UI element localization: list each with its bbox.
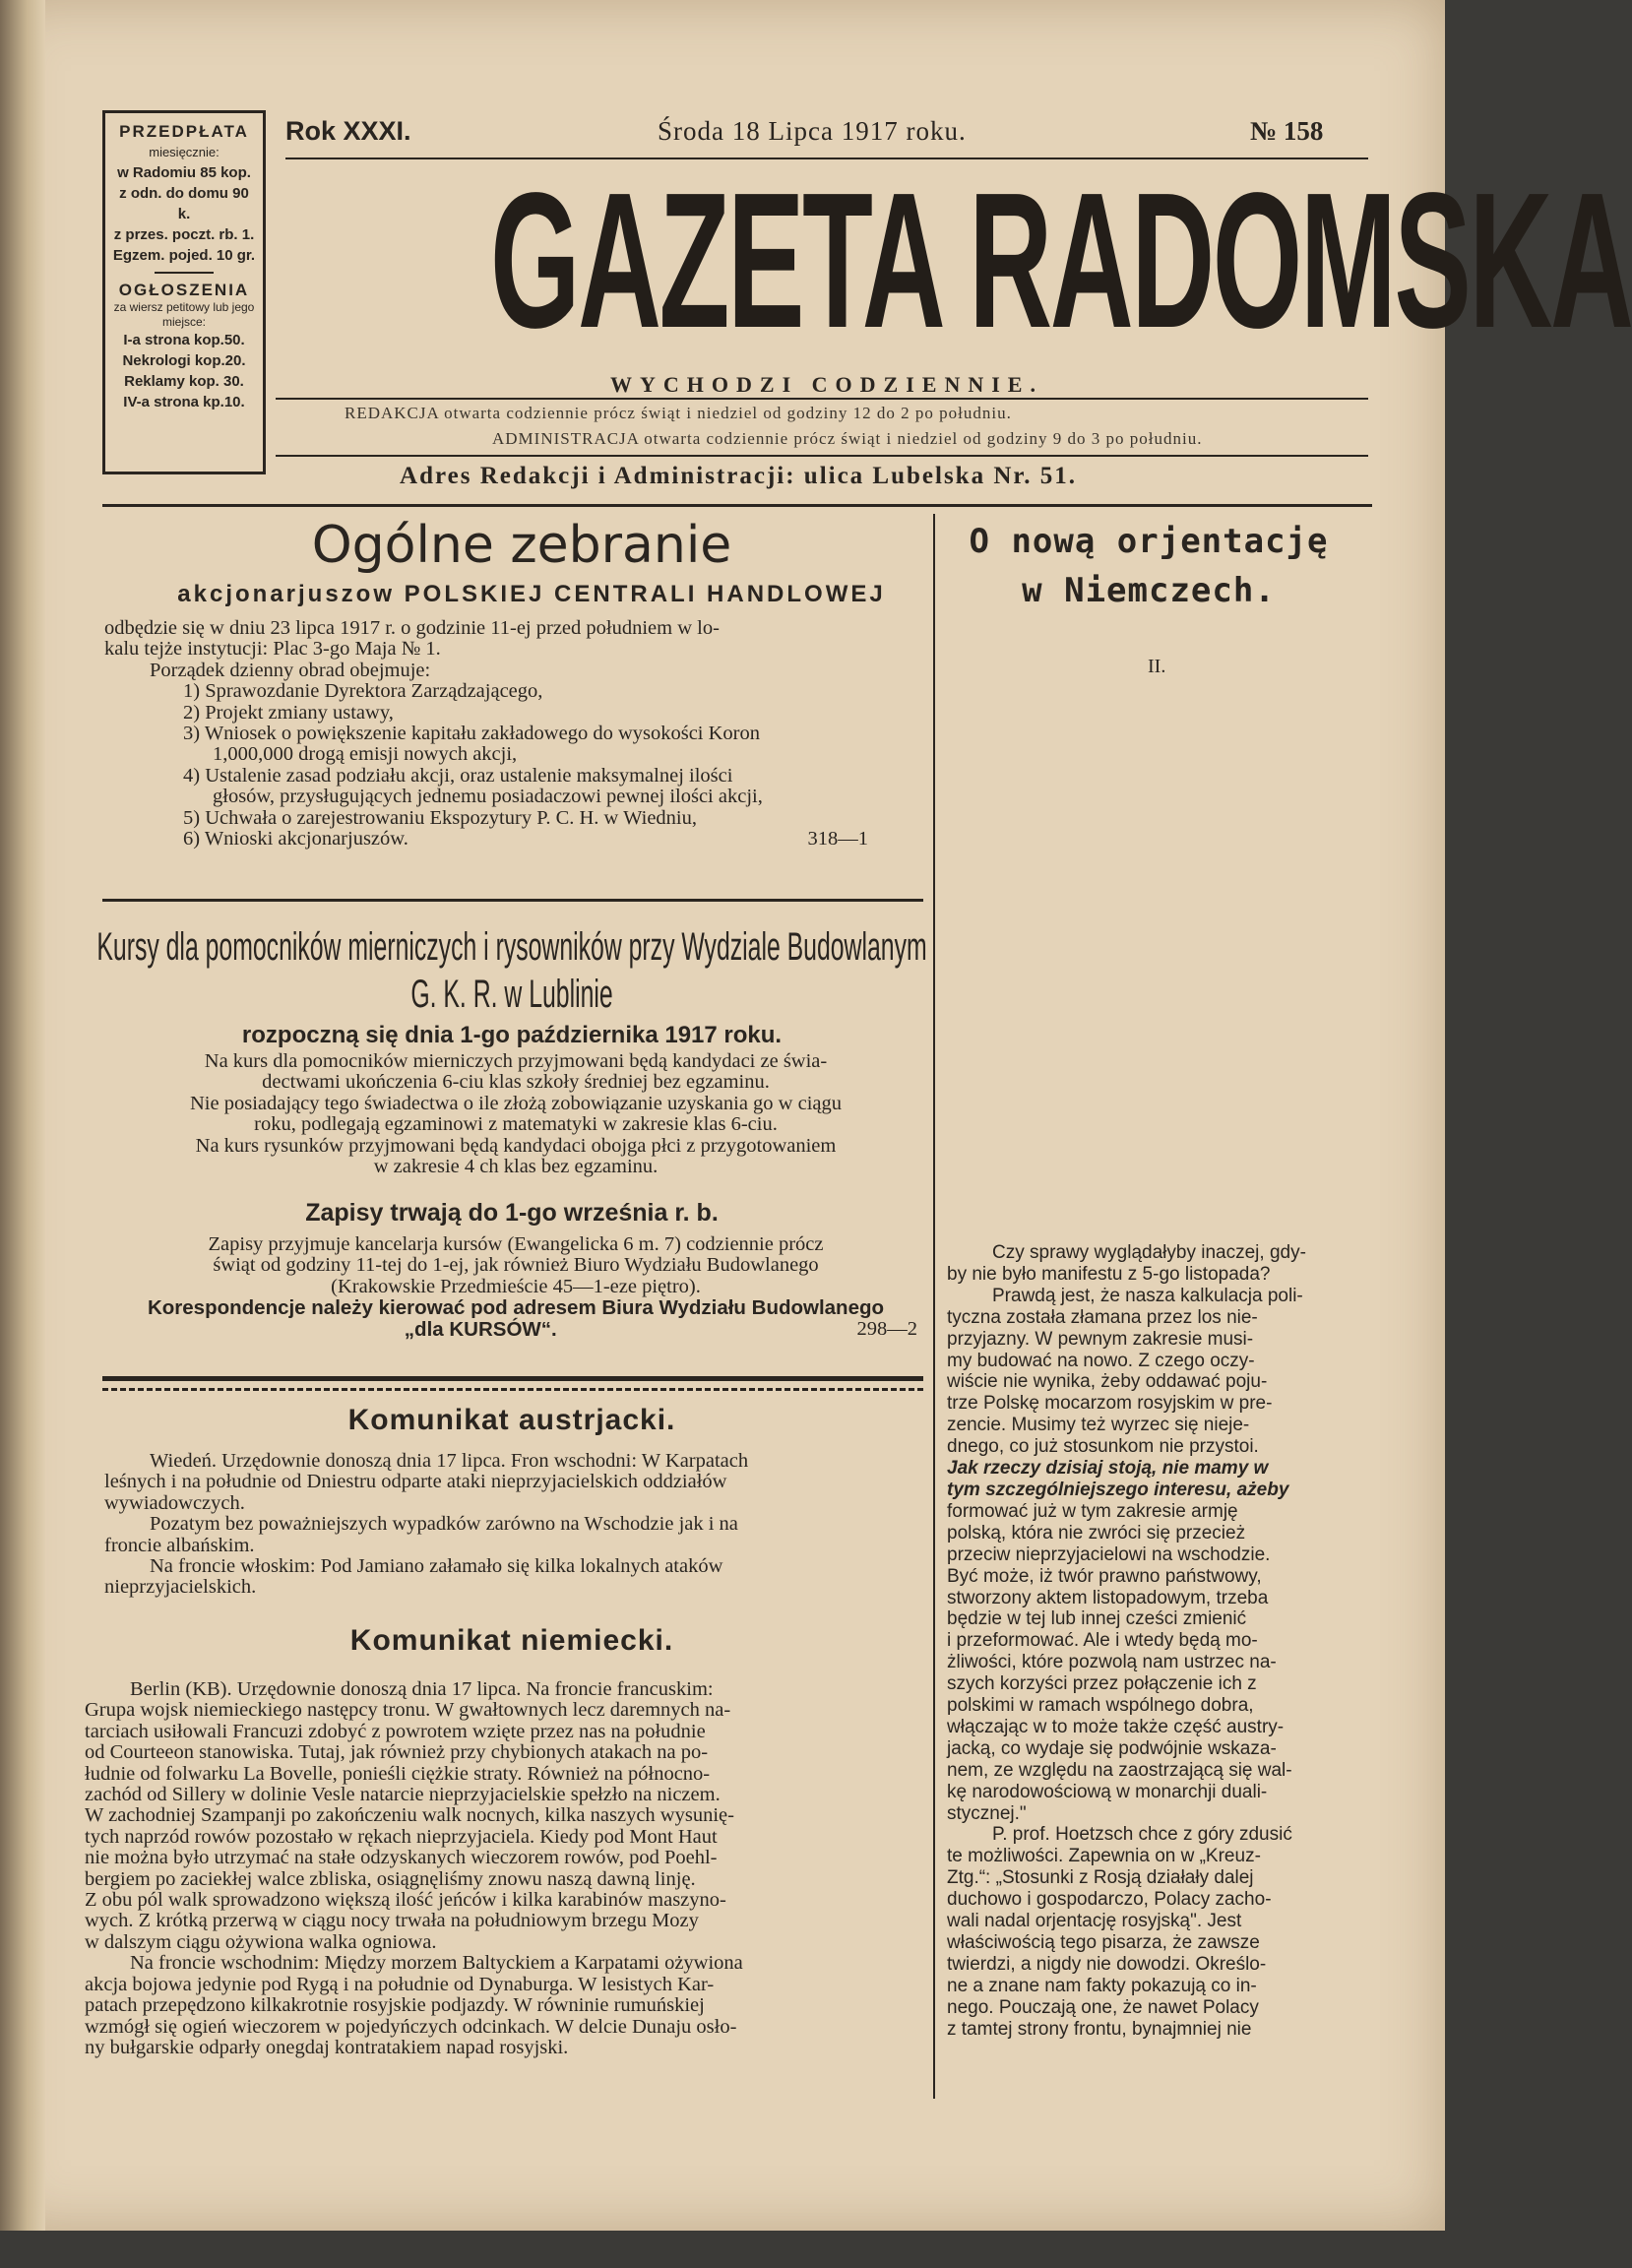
text-line: z tamtej strony frontu, bynajmniej nie <box>947 2018 1252 2040</box>
text-line: nem, ze względu na zaostrzającą się wal- <box>947 1759 1292 1781</box>
text-line: twierdzi, a nigdy nie dowodzi. Określo- <box>947 1953 1267 1975</box>
text-line: wiście nie wynika, żeby oddawać poju- <box>947 1371 1268 1393</box>
text-line: Na kurs rysunków przyjmowani będą kandydaci obojga płci z przygotowaniem <box>195 1134 837 1157</box>
text-line: łudnie od folwarku La Bovelle, ponieśli ciężkie straty. Również na północno- <box>85 1762 711 1785</box>
text-line: te możliwości. Zapewnia on w „Kreuz- <box>947 1846 1261 1867</box>
german-body <box>85 1679 917 2058</box>
ads-line: I-a strona kop.50. <box>123 332 245 348</box>
german-title: Komunikat niemiecki. <box>349 1624 674 1657</box>
text-line: żliwości, które pozwolą nam ustrzec na- <box>947 1652 1277 1673</box>
address-line: Adres Redakcji i Administracji: ulica Lubelska Nr. 51. <box>400 463 1077 489</box>
editorial-hours: REDAKCJA otwarta codziennie prócz świąt i niedziel od godziny 12 do 2 po południu. <box>345 404 1012 422</box>
text-line: w zakresie 4 ch klas bez egzaminu. <box>373 1156 659 1178</box>
text-line: bergiem po zaciekłej walce zbliska, osiągnęliśmy znowu naszą dawną linję. <box>85 1867 696 1890</box>
text-line <box>104 1319 927 1341</box>
ad-reference: 298—2 <box>856 1317 917 1340</box>
text-line: właściwością tego pisarza, że zawsze <box>947 1932 1260 1953</box>
agenda-item <box>104 829 927 850</box>
text-line: my budować na nowo. Z czego oczy- <box>947 1350 1255 1371</box>
text-line: Z obu pól walk sprowadzono większą ilość jeńców i kilka karabinów maszyno- <box>85 1889 726 1912</box>
agenda-item: 3) Wniosek o powiększenie kapitału zakładowego do wysokości Koron <box>183 723 761 745</box>
courses-body <box>104 1051 927 1177</box>
text-line: kę narodowościową w monarchji duali- <box>947 1781 1268 1802</box>
text-line-content: „dla KURSÓW“. <box>404 1317 557 1341</box>
ads-heading: OGŁOSZENIA <box>118 281 250 299</box>
text-line: przyjazny. W pewnym zakresie musi- <box>947 1328 1254 1350</box>
text-line: Nie posiadający tego świadectwa o ile złożą zobowiązanie uzyskania go w ciągu <box>190 1092 842 1114</box>
text-line: Jak rzeczy dzisiaj stoją, nie mamy w <box>947 1458 1269 1480</box>
text-line: Korespondencje należy kierować pod adresem Biura Wydziału Budowlanego <box>147 1296 885 1320</box>
text-line: roku, podlegają egzaminowi z matematyki w zakresie klas 6-ciu. <box>254 1113 778 1136</box>
article-title: O nową orjentację <box>969 522 1329 561</box>
text-line: duchowo i gospodarczo, Polacy zacho- <box>947 1889 1272 1911</box>
text-line: odbędzie się w dniu 23 lipca 1917 r. o godzinie 11-ej przed południem w lo- <box>104 617 720 639</box>
text-line: od Courteeon stanowiska. Tutaj, jak również przy chybionych atakach na po- <box>85 1741 709 1764</box>
text-line: i przeformować. Ale i wtedy będą mo- <box>947 1630 1258 1652</box>
text-line: szych korzyści przez połączenie ich z <box>947 1673 1257 1695</box>
divider <box>102 1376 923 1381</box>
text-line: trze Polskę mocarzom rosyjskim w pre- <box>947 1393 1273 1415</box>
text-line: włączając w to może także część austry- <box>947 1716 1285 1737</box>
subscription-line: z przes. poczt. rb. 1. <box>113 226 255 243</box>
text-line: wali nadal orjentację rosyjską". Jest <box>947 1911 1242 1932</box>
text-line: Porządek dzienny obrad obejmuje: <box>150 659 431 681</box>
agenda-item: 4) Ustalenie zasad podziału akcji, oraz ustalenie maksymalnej ilości <box>183 764 733 787</box>
subscription-subheading: miesięcznie: <box>149 145 220 159</box>
text-line: świąt od godziny 11-tej do 1-ej, jak również Biuro Wydziału Budowlanego <box>213 1254 819 1277</box>
text-line: Prawdą jest, że nasza kalkulacja poli- <box>992 1285 1303 1306</box>
article-body <box>947 1242 1350 2041</box>
austrian-title: Komunikat austrjacki. <box>347 1404 676 1436</box>
column-divider <box>933 514 935 2099</box>
text-line: wzmógł się ogień wieczorem w pojedyńczych odcinkach. W delcie Dunaju osło- <box>85 2015 737 2038</box>
ads-line: Reklamy kop. 30. <box>124 373 244 390</box>
text-line: nie można było utrzymać na stałe odzyskanych wieczorem rowów, pod Poehl- <box>85 1847 718 1869</box>
text-line: P. prof. Hoetzsch chce z góry zdusić <box>992 1824 1292 1846</box>
agenda-item: 5) Uchwała o zarejestrowaniu Ekspozytury P. C. H. w Wiedniu, <box>183 806 697 829</box>
article-title-line2: w Niemczech. <box>1022 571 1276 610</box>
text-line: ne a znane nam fakty pokazują co in- <box>947 1975 1257 1996</box>
text-line: Czy sprawy wyglądałyby inaczej, gdy- <box>992 1242 1306 1263</box>
text-line: jacką, co wydaje się podwójnie wskaza- <box>947 1737 1277 1759</box>
text-line: Ztg.“: „Stosunki z Rosją działały dalej <box>947 1867 1254 1889</box>
text-line: Na kurs dla pomocników mierniczych przyjmowani będą kandydaci ze świa- <box>204 1050 828 1072</box>
text-line: zachód od Sillery w dolinie Vesle natarcie nieprzyjacielskie spełzło na niczem. <box>85 1784 721 1806</box>
text-line: Pozatym bez poważniejszych wypadków zarówno na Wschodzie jak i na <box>150 1513 738 1536</box>
agenda-item: 1) Sprawozdanie Dyrektora Zarządzającego, <box>183 680 543 703</box>
divider <box>155 272 213 274</box>
text-line: tyczna została złamana przez los nie- <box>947 1306 1258 1328</box>
ad-reference: 318—1 <box>807 828 868 850</box>
ads-line: IV-a strona kp.10. <box>123 394 245 410</box>
text-line: ny bułgarskie odparły onegdaj kontratakiem napad rosyjski. <box>85 2036 569 2058</box>
meeting-subtitle: akcjonarjuszow POLSKIEJ CENTRALI HANDLOWEJ <box>177 581 886 607</box>
text-line: Na froncie wschodnim: Między morzem Baltyckiem a Karpatami ożywiona <box>130 1952 743 1975</box>
subscription-box <box>102 110 266 474</box>
text-line: w dalszym ciągu ożywiona walka ogniowa. <box>85 1930 437 1953</box>
agenda-item-text: 6) Wnioski akcjonarjuszów. <box>183 828 408 850</box>
volume-number: Rok XXXI. <box>285 116 411 146</box>
text-line: (Krakowskie Przedmieście 45—1-eze piętro). <box>331 1275 701 1297</box>
binding-edge <box>0 0 45 2231</box>
text-line: Być może, iż twór prawno państwowy, <box>947 1565 1262 1587</box>
issue-number: № 158 <box>1250 116 1324 146</box>
text-line: przeciw nieprzyjacielowi na wschodzie. <box>947 1544 1271 1565</box>
text-line: Grupa wojsk niemieckiego następcy tronu. W gwałtownych lecz daremnych na- <box>85 1699 731 1722</box>
text-line: dectwami ukończenia 6-ciu klas szkoły średniej bez egzaminu. <box>262 1071 770 1094</box>
text-line: polską, która nie zwróci się przecież <box>947 1522 1246 1544</box>
text-line: dnego, co już stosunkom nie przystoi. <box>947 1436 1259 1458</box>
text-line: patach przepędzono kilkakrotnie rosyjskie podjazdy. W równinie rumuńskiej <box>85 1994 705 2017</box>
divider <box>102 1388 923 1391</box>
divider <box>102 899 923 902</box>
ads-subheading: za wiersz petitowy lub jego miejsce: <box>113 300 255 329</box>
text-line: tarciach usiłowali Francuzi zdobyć z powrotem wzięte przez nas na południe <box>85 1720 706 1742</box>
agenda-item: 1,000,000 drogą emisji nowych akcji, <box>213 743 518 766</box>
text-line: leśnych i na południe od Dniestru odparte ataki nieprzyjacielskich oddziałów <box>104 1471 727 1493</box>
text-line: polskimi w ramach wspólnego dobra, <box>947 1695 1254 1717</box>
courses-subtitle: G. K. R. w Lublinie <box>410 973 613 1016</box>
agenda-item: głosów, przysługujących jednemu posiadaczowi pewnej ilości akcji, <box>213 786 763 808</box>
administration-hours: ADMINISTRACJA otwarta codziennie prócz świąt i niedziel od godziny 9 do 3 po południu. <box>492 429 1203 448</box>
text-line: Na froncie włoskim: Pod Jamiano załamało się kilka lokalnych ataków <box>150 1555 723 1578</box>
text-line: by nie było manifestu z 5-go listopada? <box>947 1263 1271 1285</box>
divider <box>102 504 1372 507</box>
courses-title: Kursy dla pomocników mierniczych i rysowników przy Wydziale Budowlanym <box>96 925 927 969</box>
article-part-number: II. <box>1148 656 1166 677</box>
text-line: kalu tejże instytucji: Plac 3-go Maja № 1. <box>104 638 441 661</box>
newspaper-subtitle: WYCHODZI CODZIENNIE. <box>610 372 1043 397</box>
agenda-item: 2) Projekt zmiany ustawy, <box>183 701 394 724</box>
text-line: tych naprzód rowów pozostało w rękach nieprzyjaciela. Kiedy pod Mont Haut <box>85 1825 718 1848</box>
text-line: nieprzyjacielskich. <box>104 1576 257 1599</box>
subscription-heading: PRZEDPŁATA <box>119 122 249 141</box>
courses-enrollment <box>104 1234 927 1341</box>
meeting-title: Ogólne zebranie <box>311 516 732 575</box>
divider <box>276 398 1368 400</box>
text-line: wywiadowczych. <box>104 1491 245 1514</box>
subscription-line: Egzem. pojed. 10 gr. <box>112 247 256 264</box>
text-line: Berlin (KB). Urzędownie donoszą dnia 17 lipca. Na froncie francuskim: <box>130 1678 714 1700</box>
courses-deadline: Zapisy trwają do 1-go września r. b. <box>305 1199 719 1227</box>
text-line: akcja bojowa jedynie pod Rygą i na południe od Dynaburga. W lesistych Kar- <box>85 1973 715 1995</box>
text-line: stworzony aktem listopadowym, trzeba <box>947 1587 1269 1608</box>
divider <box>276 455 1368 457</box>
newspaper-title: GAZETA RADOMSKA <box>490 153 1632 368</box>
text-line: formować już w tym zakresie armję <box>947 1500 1238 1522</box>
text-line: wych. Z krótką przerwą w ciągu nocy trwała na południowym brzegu Mozy <box>85 1910 699 1932</box>
text-line: froncie albańskim. <box>104 1534 255 1556</box>
text-line: tym szczególniejszego interesu, ażeby <box>947 1479 1289 1500</box>
austrian-body <box>104 1451 921 1599</box>
text-line: Zapisy przyjmuje kancelarja kursów (Ewangelicka 6 m. 7) codziennie prócz <box>208 1233 824 1255</box>
text-line: stycznej." <box>947 1802 1027 1824</box>
text-line: Wiedeń. Urzędownie donoszą dnia 17 lipca. Fron wschodni: W Karpatach <box>150 1450 749 1472</box>
text-line: nego. Pouczają one, że nawet Polacy <box>947 1996 1259 2018</box>
subscription-line: z odn. do domu 90 k. <box>119 185 249 222</box>
meeting-body <box>104 618 927 850</box>
text-line: W zachodniej Szampanji po zakończeniu walk nocnych, kilka naszych wysunię- <box>85 1804 734 1827</box>
text-line: zencie. Musimy też wyrzec się nieje- <box>947 1415 1250 1436</box>
ads-line: Nekrologi kop.20. <box>122 352 246 369</box>
issue-date: Środa 18 Lipca 1917 roku. <box>658 116 967 146</box>
subscription-line: w Radomiu 85 kop. <box>117 164 251 181</box>
courses-start: rozpoczną się dnia 1-go października 1917 roku. <box>241 1022 783 1048</box>
text-line: będzie w tej lub innej cześci zmienić <box>947 1608 1247 1630</box>
